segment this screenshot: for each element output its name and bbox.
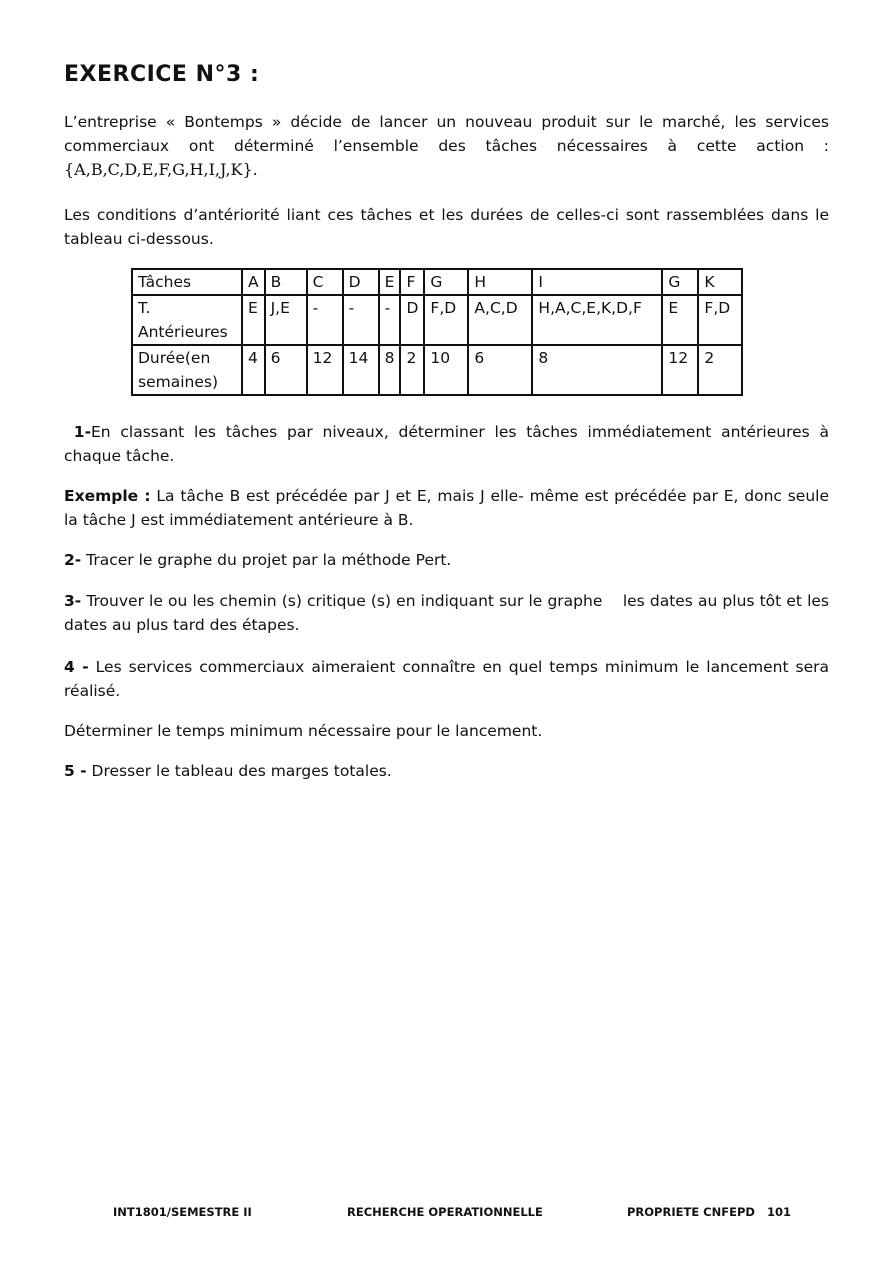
table-row-durations <box>132 345 742 395</box>
duration-cell: 12 <box>662 345 698 395</box>
task-cell: D <box>343 269 379 295</box>
question-4-number: 4 - <box>64 658 89 676</box>
task-cell: G <box>424 269 468 295</box>
table-row-anteriors <box>132 295 742 345</box>
duration-cell: 10 <box>424 345 468 395</box>
duration-cell: 2 <box>698 345 742 395</box>
task-cell: F <box>400 269 424 295</box>
task-cell: E <box>379 269 401 295</box>
duration-cell: 6 <box>265 345 307 395</box>
question-5 <box>64 759 829 783</box>
anterior-cell: D <box>400 295 424 345</box>
intro-paragraph <box>64 110 829 182</box>
question-4-followup <box>64 719 829 743</box>
conditions-paragraph <box>64 203 829 251</box>
duration-cell: 6 <box>468 345 532 395</box>
example-text: La tâche B est précédée par J et E, mais J elle- même est précédée par E, donc seule la tâche J est immédiatement antérieure à B. <box>64 487 829 529</box>
table-row-tasks <box>132 269 742 295</box>
example-label: Exemple : <box>64 487 151 505</box>
duration-cell: 4 <box>242 345 265 395</box>
anterior-cell: - <box>307 295 343 345</box>
anterior-cell: F,D <box>424 295 468 345</box>
duration-cell: 8 <box>532 345 662 395</box>
example-paragraph <box>64 484 829 532</box>
question-1-number: 1- <box>73 423 91 441</box>
question-5-number: 5 - <box>64 762 87 780</box>
question-4 <box>64 655 829 703</box>
intro-text: L’entreprise « Bontemps » décide de lancer un nouveau produit sur le marché, les services commerciaux ont déterminé l’ensemble des tâches nécessaires à cette action : <box>64 113 829 155</box>
duration-cell: 12 <box>307 345 343 395</box>
conditions-text: Les conditions d’antériorité liant ces tâches et les durées de celles-ci sont rassemblées dans le tableau ci-dessous. <box>64 206 829 248</box>
question-3 <box>64 589 834 637</box>
question-4-text: Les services commerciaux aimeraient connaître en quel temps minimum le lancement sera réalisé. <box>64 658 829 700</box>
anterior-cell: E <box>662 295 698 345</box>
duration-cell: 2 <box>400 345 424 395</box>
task-set: {A,B,C,D,E,F,G,H,I,J,K}. <box>64 160 258 179</box>
task-cell: H <box>468 269 532 295</box>
duration-cell: 14 <box>343 345 379 395</box>
footer-owner: PROPRIETE CNFEPD <box>627 1205 755 1219</box>
task-cell: A <box>242 269 265 295</box>
anterior-cell: H,A,C,E,K,D,F <box>532 295 662 345</box>
anterior-cell: F,D <box>698 295 742 345</box>
row-label-tasks: Tâches <box>132 269 242 295</box>
anterior-cell: A,C,D <box>468 295 532 345</box>
question-2 <box>64 548 829 572</box>
anterior-cell: J,E <box>265 295 307 345</box>
duration-cell: 8 <box>379 345 401 395</box>
footer-course-code: INT1801/SEMESTRE II <box>113 1205 252 1219</box>
task-cell: B <box>265 269 307 295</box>
question-3-text: Trouver le ou les chemin (s) critique (s) en indiquant sur le graphe les dates au plus tôt et les dates au plus tard des étapes. <box>64 592 834 634</box>
task-cell: K <box>698 269 742 295</box>
task-cell: I <box>532 269 662 295</box>
question-3-number: 3- <box>64 592 82 610</box>
question-4-followup-text: Déterminer le temps minimum nécessaire pour le lancement. <box>64 722 543 740</box>
tasks-table <box>131 268 743 396</box>
row-label-anteriors: T. Antérieures <box>132 295 242 345</box>
anterior-cell: - <box>379 295 401 345</box>
question-1-text: En classant les tâches par niveaux, déterminer les tâches immédiatement antérieures à chaque tâche. <box>64 423 829 465</box>
page-footer <box>0 1205 893 1221</box>
question-1 <box>64 420 829 468</box>
question-5-text: Dresser le tableau des marges totales. <box>86 762 392 780</box>
task-cell: G <box>662 269 698 295</box>
exercise-title: EXERCICE N°3 : <box>64 62 260 87</box>
anterior-cell: - <box>343 295 379 345</box>
task-cell: C <box>307 269 343 295</box>
row-label-durations: Durée(en semaines) <box>132 345 242 395</box>
page-number: 101 <box>767 1205 792 1219</box>
footer-subject: RECHERCHE OPERATIONNELLE <box>347 1205 543 1219</box>
question-2-text: Tracer le graphe du projet par la méthode Pert. <box>81 551 452 569</box>
anterior-cell: E <box>242 295 265 345</box>
question-2-number: 2- <box>64 551 82 569</box>
